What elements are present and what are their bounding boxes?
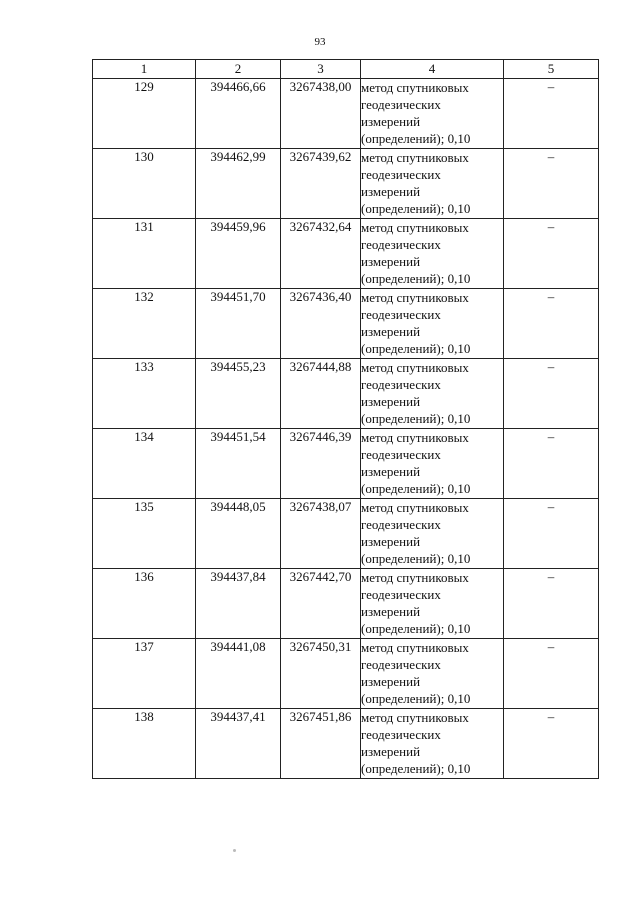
method-line: (определений); 0,10: [361, 341, 471, 356]
method-line: измерений: [361, 324, 421, 339]
method-cell: [361, 79, 504, 149]
method-line: геодезических: [361, 377, 441, 392]
method-cell: [361, 149, 504, 219]
method-line: метод спутниковых: [361, 640, 469, 655]
y-coordinate-cell: 3267442,70: [281, 569, 361, 639]
y-coordinate-cell: 3267450,31: [281, 639, 361, 709]
method-line: измерений: [361, 184, 421, 199]
header-cell-3: 3: [281, 60, 361, 79]
header-cell-2: 2: [196, 60, 281, 79]
table-row: [93, 709, 599, 779]
method-line: геодезических: [361, 517, 441, 532]
table-row: [93, 289, 599, 359]
page-number: 93: [314, 36, 326, 48]
method-line: метод спутниковых: [361, 290, 469, 305]
y-coordinate-cell: 3267432,64: [281, 219, 361, 289]
method-line: (определений); 0,10: [361, 761, 471, 776]
x-coordinate-cell: 394437,41: [196, 709, 281, 779]
method-line: (определений); 0,10: [361, 691, 471, 706]
method-cell: [361, 429, 504, 499]
note-cell: –: [504, 569, 599, 639]
header-cell-5: 5: [504, 60, 599, 79]
x-coordinate-cell: 394451,54: [196, 429, 281, 499]
method-line: геодезических: [361, 167, 441, 182]
note-cell: –: [504, 429, 599, 499]
method-line: метод спутниковых: [361, 220, 469, 235]
method-line: геодезических: [361, 97, 441, 112]
point-number-cell: 138: [93, 709, 196, 779]
scan-speck: [233, 849, 236, 852]
x-coordinate-cell: 394448,05: [196, 499, 281, 569]
y-coordinate-cell: 3267439,62: [281, 149, 361, 219]
method-line: метод спутниковых: [361, 430, 469, 445]
x-coordinate-cell: 394466,66: [196, 79, 281, 149]
method-line: (определений); 0,10: [361, 551, 471, 566]
note-cell: –: [504, 499, 599, 569]
method-line: измерений: [361, 534, 421, 549]
header-cell-4: 4: [361, 60, 504, 79]
method-line: геодезических: [361, 587, 441, 602]
method-cell: [361, 709, 504, 779]
x-coordinate-cell: 394451,70: [196, 289, 281, 359]
y-coordinate-cell: 3267451,86: [281, 709, 361, 779]
x-coordinate-cell: 394462,99: [196, 149, 281, 219]
note-cell: –: [504, 359, 599, 429]
method-cell: [361, 359, 504, 429]
note-cell: –: [504, 289, 599, 359]
method-line: геодезических: [361, 447, 441, 462]
method-cell: [361, 639, 504, 709]
method-line: геодезических: [361, 237, 441, 252]
point-number-cell: 129: [93, 79, 196, 149]
note-cell: –: [504, 149, 599, 219]
x-coordinate-cell: 394459,96: [196, 219, 281, 289]
table-row: [93, 359, 599, 429]
method-line: геодезических: [361, 307, 441, 322]
table-header-row: [93, 60, 599, 79]
method-line: геодезических: [361, 727, 441, 742]
method-line: метод спутниковых: [361, 150, 469, 165]
method-line: (определений); 0,10: [361, 621, 471, 636]
point-number-cell: 136: [93, 569, 196, 639]
point-number-cell: 133: [93, 359, 196, 429]
method-line: измерений: [361, 744, 421, 759]
method-line: метод спутниковых: [361, 710, 469, 725]
coordinates-table: [92, 59, 599, 779]
method-cell: [361, 219, 504, 289]
method-line: измерений: [361, 394, 421, 409]
method-line: измерений: [361, 674, 421, 689]
method-cell: [361, 499, 504, 569]
table-row: [93, 569, 599, 639]
method-line: метод спутниковых: [361, 570, 469, 585]
table-row: [93, 429, 599, 499]
note-cell: –: [504, 709, 599, 779]
method-line: геодезических: [361, 657, 441, 672]
method-line: (определений); 0,10: [361, 411, 471, 426]
method-line: метод спутниковых: [361, 80, 469, 95]
y-coordinate-cell: 3267446,39: [281, 429, 361, 499]
point-number-cell: 134: [93, 429, 196, 499]
y-coordinate-cell: 3267438,00: [281, 79, 361, 149]
table-row: [93, 219, 599, 289]
table-row: [93, 149, 599, 219]
header-cell-1: 1: [93, 60, 196, 79]
table-row: [93, 499, 599, 569]
method-cell: [361, 289, 504, 359]
y-coordinate-cell: 3267444,88: [281, 359, 361, 429]
method-line: измерений: [361, 604, 421, 619]
table-row: [93, 79, 599, 149]
method-line: измерений: [361, 464, 421, 479]
method-line: (определений); 0,10: [361, 201, 471, 216]
method-line: измерений: [361, 114, 421, 129]
note-cell: –: [504, 219, 599, 289]
method-line: метод спутниковых: [361, 500, 469, 515]
x-coordinate-cell: 394437,84: [196, 569, 281, 639]
point-number-cell: 131: [93, 219, 196, 289]
x-coordinate-cell: 394455,23: [196, 359, 281, 429]
method-line: измерений: [361, 254, 421, 269]
x-coordinate-cell: 394441,08: [196, 639, 281, 709]
point-number-cell: 137: [93, 639, 196, 709]
note-cell: –: [504, 639, 599, 709]
point-number-cell: 135: [93, 499, 196, 569]
table-row: [93, 639, 599, 709]
method-cell: [361, 569, 504, 639]
y-coordinate-cell: 3267438,07: [281, 499, 361, 569]
y-coordinate-cell: 3267436,40: [281, 289, 361, 359]
method-line: метод спутниковых: [361, 360, 469, 375]
method-line: (определений); 0,10: [361, 481, 471, 496]
point-number-cell: 130: [93, 149, 196, 219]
point-number-cell: 132: [93, 289, 196, 359]
method-line: (определений); 0,10: [361, 271, 471, 286]
method-line: (определений); 0,10: [361, 131, 471, 146]
note-cell: –: [504, 79, 599, 149]
